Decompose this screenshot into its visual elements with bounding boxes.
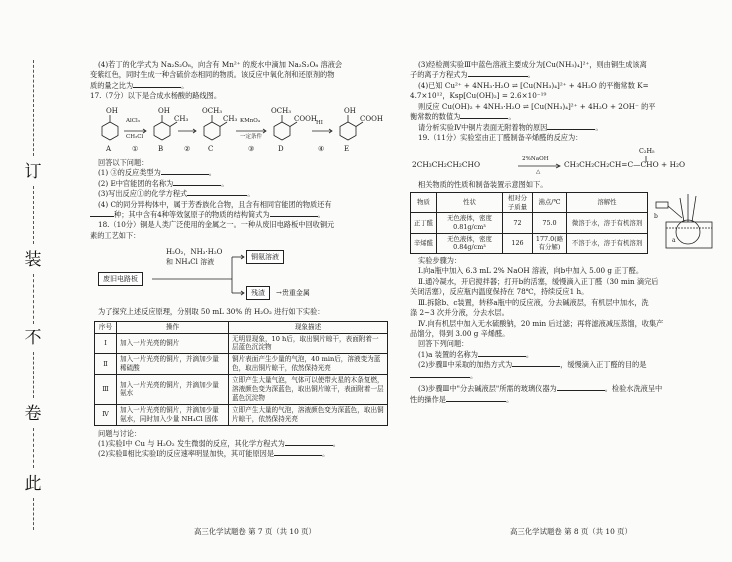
- recovery-flowchart: [90, 243, 398, 305]
- flow-box-copper-ammonia: 铜氨溶液: [246, 250, 284, 264]
- question-2: (2)步骤Ⅱ中采取的加热方式为: [418, 360, 513, 370]
- header-cell: 性状: [437, 192, 503, 212]
- apparatus-diagram: [652, 192, 716, 254]
- cell-op: 加入一片光亮的铜片，并滴加少量氨水: [117, 375, 229, 405]
- cell-no: Ⅲ: [95, 375, 117, 405]
- benzene-ring-e: [340, 122, 356, 140]
- group-label: OH: [344, 106, 356, 115]
- group-label: COOH: [294, 114, 317, 123]
- synthesis-route: [90, 104, 398, 156]
- header-cell: 现象描述: [229, 321, 388, 333]
- cell-phenomenon: 无明显现象，10 h后，取出铜片晾干，表面附着一层蓝色沉淀物: [229, 333, 388, 354]
- header-cell: 物质: [411, 192, 437, 212]
- answer-blank[interactable]: [512, 360, 560, 367]
- q18-5: 请分析实验Ⅳ中铜片表面无附着物的原因: [418, 122, 548, 132]
- q18-3: 子的离子方程式为: [410, 70, 468, 80]
- step-mark: ②: [184, 144, 191, 153]
- flow-output: →贵重金属: [276, 289, 310, 298]
- q18-3: (3)经检测实验Ⅲ中蓝色溶液主要成分为[Cu(NH₃)₄]²⁺，则由铜生成该离: [418, 60, 647, 69]
- three-neck-flask-a: [676, 220, 700, 244]
- binding-dash: [33, 352, 34, 398]
- binding-char: 卷: [24, 404, 42, 424]
- question-3: (3)步骤Ⅲ中"分去碱液层"所需的玻璃仪器为: [418, 384, 557, 394]
- property-table: [410, 192, 648, 254]
- page-7-column: (4)若丁的化学式为 Na₂S₂O₈，向含有 Mn²⁺ 的废水中滴加 Na₂S₂O₈ 溶液会 变紫红色，同时生成一种含硫价态相同的物质。该反应中氧化剂和还原剂的物 质的量之比为 。 17.（7分）以下是合成水杨酸的路线图。 OH OH CH₃ OCH₃ CH₃ OCH₃ COOH OH COOH AlCl₃ CH₃Cl KMnO₄ 一定条件 HI A ① B ② C ③ D ④ E 回答以下问题： (1) ③的反应类型为 。 (2) E中官能团的名称为 。 (3)写出反应①的化学方程式 。 (4) C的同分异构体中，属于芳香族化合物，且含有相同官能团的物质还有 种；其中含有4种等效氢原子的物质的结构简式为 。 18.（10分）铜是人类广泛使用的金属之一。一种从废旧电路板中回收铜元 素的工艺如下： H₂O₂，NH₃·H₂O 和 NH₄Cl 溶液 废旧电路板 铜氨溶液 残渣 →贵重金属 为了探究上述反应原理，分别取 50 mL 30% 的 H₂O₂ 进行如下实验： 序号 操作 现象描述 Ⅰ 加入一片光亮的铜片 无明显现象，10 h后，取出铜片晾干，表面附着一层蓝色沉淀物 Ⅱ 加入一片光亮的铜片，并滴加少量稀硫酸 铜片表面产生少量的气泡，40 min后，溶液变为蓝色，取出铜片晾干，依然保持光亮 Ⅲ 加入一片光亮的铜片，并滴加少量氨水 立即产生大量气泡，气体可以使带火星的木条复燃，溶液颜色变为深蓝色，取出铜片晾干，表面附着一层蓝色沉淀物 Ⅳ 加入一片光亮的铜片，并滴加少量氨水，同时加入少量 NH₄Cl 固体 立即产生大量的气泡，溶液颜色变为深蓝色，取出铜片晾干，依然保持光亮 问题与讨论： (1)实验Ⅰ中 Cu 与 H₂O₂ 发生微弱的反应，其化学方程式为 。 (2)实验Ⅱ相比实验Ⅰ的反应速率明显加快，其可能原因是 。: [90, 60, 398, 460]
- cell-state: 无色液体，密度 0.81g/cm³: [437, 213, 503, 233]
- question-3: 。检验水洗液呈中: [604, 384, 663, 394]
- flow-box-residue: 残渣: [246, 286, 270, 300]
- eq-substituent: C₂H₅: [639, 146, 655, 155]
- reagent-label: HI: [316, 119, 323, 126]
- cell-mw: 126: [503, 233, 533, 253]
- question-3: 性的操作是: [410, 394, 446, 404]
- header-cell: 序号: [95, 321, 117, 333]
- binding-margin: [14, 60, 54, 530]
- q18-4: (4)已知 Cu²⁺ + 4NH₃·H₂O ⇌ [Cu(NH₃)₄]²⁺ + 4H₂O 的平衡常数 K=: [418, 80, 649, 90]
- answer-blank[interactable]: [410, 371, 470, 378]
- answer-blank[interactable]: [547, 123, 595, 130]
- cell-no: Ⅳ: [95, 404, 117, 425]
- q18-text: 素的工艺如下：: [90, 230, 141, 240]
- group-label: OCH₃: [202, 106, 223, 115]
- page-8-column: (3)经检测实验Ⅲ中蓝色溶液主要成分为[Cu(NH₃)₄]²⁺，则由铜生成该离 子的离子方程式为 。 (4)已知 Cu²⁺ + 4NH₃·H₂O ⇌ [Cu(NH₃)₄]²⁺ + 4H₂O 的平衡常数 K= 4.7×10¹²，Ksp[Cu(OH)₂] = 2.6×10⁻¹⁹ 则反应 Cu(OH)₂ + 4NH₃·H₂O ⇌ [Cu(NH₃)₄]²⁺ + 4H₂O + 2OH⁻ 的平 衡常数的数值为 。 请分析实验Ⅳ中铜片表面无附着物的原因 。 19.（11分）实验室由正丁醛制备辛烯醛的反应为： 2CH₃CH₂CH₂CHO 2%NaOH △ CH₃CH₂CH₂CH=C—CHO + H₂O C₂H₅ 相关物质的性质和制备装置示意图如下。 物质 性状 相对分子质量 沸点/℃ 溶解性 正丁醛 无色液体，密度 0.81g/cm³ 72 75.0 微溶于水，溶于有机溶剂 辛烯醛 无色液体，密度 0.84g/cm³ 126 177.0(略有分解) 不溶于水，溶于有机溶剂 b a 实验步骤为： Ⅰ.向a瓶中加入 6.3 mL 2% NaOH 溶液，向b中加入 5.00 g 正丁醛。 Ⅱ.通冷凝水，开启搅拌器；打开b的活塞，缓慢滴入正丁醛（30 min 滴完后 关闭活塞），反应瓶内温度保持在 78℃，持续反应1 h。 Ⅲ.拆除b、c装置，转移a瓶中的反应液，分去碱液层，有机层中加水，洗 涤 2~3 次并分液，分去水层。 Ⅳ.向有机层中加入无水硫酸钠，20 min 后过滤；再将滤液减压蒸馏，收集产 品馏分，得到 3.00 g 辛烯醛。 回答下列问题： (1)a 装置的名称为 。 (2)步骤Ⅱ中采取的加热方式为 ，缓慢滴入正丁醛的目的是 。 (3)步骤Ⅲ中"分去碱液层"所需的玻璃仪器为 。检验水洗液呈中 性的操作是 。: [410, 60, 716, 405]
- eq-condition: 2%NaOH: [522, 155, 549, 162]
- step-1: Ⅰ.向a瓶中加入 6.3 mL 2% NaOH 溶液，向b中加入 5.00 g 正丁醛。: [418, 266, 644, 276]
- cell-phenomenon: 立即产生大量的气泡，溶液颜色变为深蓝色，取出铜片晾干，依然保持光亮: [229, 404, 388, 425]
- cell-state: 无色液体，密度 0.84g/cm³: [437, 233, 503, 253]
- eq-product: CH₃CH₂CH₂CH=C—CHO + H₂O: [564, 159, 686, 169]
- question-1: (1)a 装置的名称为: [418, 349, 478, 359]
- step-mark: ③: [248, 144, 255, 153]
- cell-phenomenon: 铜片表面产生少量的气泡，40 min后，溶液变为蓝色，取出铜片晾干，依然保持光亮: [229, 354, 388, 375]
- table-row: [411, 233, 648, 253]
- q19-title: 19.（11分）实验室由正丁醛制备辛烯醛的反应为：: [418, 133, 583, 143]
- header-cell: 操作: [117, 321, 229, 333]
- eq-condition: △: [536, 168, 541, 175]
- answer-blank[interactable]: [468, 70, 528, 77]
- page-footer-7: 高三化学试题卷 第 7 页（共 10 页）: [194, 527, 316, 536]
- page-footer-8: 高三化学试题卷 第 8 页（共 10 页）: [510, 527, 632, 536]
- benzene-ring-a: [102, 122, 118, 140]
- cell-bp: 75.0: [533, 213, 567, 233]
- step-4: 品馏分，得到 3.00 g 辛烯醛。: [410, 329, 510, 338]
- cell-no: Ⅰ: [95, 333, 117, 354]
- binding-dash: [33, 60, 34, 156]
- binding-dash: [33, 428, 34, 468]
- answer-blank[interactable]: [90, 210, 114, 217]
- question-2: ，缓慢滴入正丁醛的目的是: [560, 360, 647, 370]
- apparatus-label: b: [654, 212, 658, 220]
- answer-blank[interactable]: [446, 395, 506, 402]
- answer-intro: 回答下列问题：: [418, 339, 469, 349]
- compound-label: E: [344, 144, 350, 153]
- cell-no: Ⅱ: [95, 354, 117, 375]
- eq-reactant: 2CH₃CH₂CH₂CHO: [412, 159, 481, 169]
- group-label: OCH₃: [271, 106, 292, 115]
- binding-dash: [33, 498, 34, 530]
- answer-blank[interactable]: [460, 112, 508, 119]
- answer-blank[interactable]: [161, 168, 209, 175]
- step-mark: ④: [318, 144, 325, 153]
- table-row: [95, 354, 388, 375]
- answer-blank[interactable]: [187, 189, 247, 196]
- cell-solubility: 不溶于水，溶于有机溶剂: [567, 233, 648, 253]
- flow-reagent: H₂O₂，NH₃·H₂O: [166, 248, 223, 257]
- cell-substance: 辛烯醛: [411, 233, 437, 253]
- q18-exp-intro: 为了探究上述反应原理，分别取 50 mL 30% 的 H₂O₂ 进行如下实验：: [98, 307, 325, 317]
- q17-title: 17.（7分）以下是合成水杨酸的路线图。: [90, 91, 222, 101]
- q16-4-text: (4)若丁的化学式为 Na₂S₂O₈，向含有 Mn²⁺ 的废水中滴加 Na₂S₂O₈ 溶液会: [98, 60, 343, 69]
- benzene-ring-c: [204, 122, 220, 140]
- table-header-row: [411, 192, 648, 212]
- answer-blank[interactable]: [173, 179, 221, 186]
- step-2: 关闭活塞），反应瓶内温度保持在 78℃，持续反应1 h。: [410, 287, 589, 297]
- experiment-table: [94, 321, 388, 426]
- cell-mw: 72: [503, 213, 533, 233]
- q17-2: (2) E中官能团的名称为: [98, 178, 174, 188]
- answer-blank[interactable]: [557, 384, 605, 391]
- answer-blank[interactable]: [285, 439, 333, 446]
- cell-phenomenon: 立即产生大量气泡，气体可以使带火星的木条复燃，溶液颜色变为深蓝色，取出铜片晾干，表面附着一层蓝色沉淀物: [229, 375, 388, 405]
- reaction-equation: [410, 148, 716, 178]
- q17-3: (3)写出反应①的化学方程式: [98, 189, 188, 199]
- reagent-label: 一定条件: [240, 133, 263, 140]
- compound-label: D: [278, 144, 284, 153]
- table-row: [95, 375, 388, 405]
- q17-1: (1) ③的反应类型为: [98, 168, 161, 178]
- apparatus-label: a: [672, 236, 676, 244]
- q16-4-text: 变紫红色，同时生成一种含硫价态相同的物质。该反应中氧化剂和还原剂的物: [90, 70, 335, 80]
- cell-op: 加入一片光亮的铜片，并滴加少量稀硫酸: [117, 354, 229, 375]
- table-row: [411, 213, 648, 233]
- answer-blank[interactable]: [133, 81, 181, 88]
- property-intro: 相关物质的性质和制备装置示意图如下。: [418, 179, 548, 189]
- cell-bp: 177.0(略有分解): [533, 233, 567, 253]
- benzene-ring-d: [274, 122, 290, 140]
- table-header-row: [95, 321, 388, 333]
- cell-op: 加入一片光亮的铜片，并滴加少量氨水，同时加入少量 NH₄Cl 固体: [117, 404, 229, 425]
- group-label: CH₃: [174, 114, 189, 123]
- table-row: [95, 333, 388, 354]
- cell-solubility: 微溶于水，溶于有机溶剂: [567, 213, 648, 233]
- binding-char: 装: [24, 250, 42, 270]
- discussion-2: (2)实验Ⅱ相比实验Ⅰ的反应速率明显加快，其可能原因是: [98, 449, 275, 459]
- steps-title: 实验步骤为：: [418, 255, 462, 265]
- discussion-title: 问题与讨论：: [98, 428, 142, 438]
- flow-input-box: 废旧电路板: [98, 272, 143, 286]
- step-3: Ⅲ.拆除b、c装置，转移a瓶中的反应液，分去碱液层，有机层中加水，洗: [418, 297, 649, 307]
- binding-char: 不: [24, 328, 42, 348]
- step-4: Ⅳ.向有机层中加入无水硫酸钠，20 min 后过滤；再将滤液减压蒸馏，收集产: [418, 318, 664, 328]
- reagent-label: AlCl₃: [126, 117, 140, 124]
- table-row: [95, 404, 388, 425]
- q18-text: 18.（10分）铜是人类广泛使用的金属之一。一种从废旧电路板中回收铜元: [98, 220, 335, 230]
- dropping-funnel-b: [656, 202, 668, 208]
- reagent-label: CH₃Cl: [126, 133, 144, 140]
- property-section: [410, 192, 716, 254]
- group-label: OH: [106, 106, 118, 115]
- header-cell: 溶解性: [567, 192, 648, 212]
- reagent-label: KMnO₄: [240, 117, 260, 124]
- benzene-ring-b: [154, 122, 170, 140]
- flow-reagent: 和 NH₄Cl 溶液: [166, 258, 215, 267]
- compound-label: A: [106, 144, 112, 153]
- compound-label: C: [208, 144, 214, 153]
- answer-blank[interactable]: [274, 449, 322, 456]
- q17-intro: 回答以下问题：: [98, 157, 149, 167]
- answer-blank[interactable]: [270, 210, 318, 217]
- q18-4: 4.7×10¹²，Ksp[Cu(OH)₂] = 2.6×10⁻¹⁹: [410, 91, 547, 101]
- step-3: 涤 2~3 次并分液，分去水层。: [410, 308, 509, 318]
- group-label: OH: [158, 106, 170, 115]
- q17-4: (4) C的同分异构体中，属于芳香族化合物，且含有相同官能团的物质还有: [98, 199, 332, 209]
- cell-op: 加入一片光亮的铜片: [117, 333, 229, 354]
- discussion-1: (1)实验Ⅰ中 Cu 与 H₂O₂ 发生微弱的反应，其化学方程式为: [98, 439, 285, 449]
- compound-label: B: [158, 144, 164, 153]
- q18-4: 则反应 Cu(OH)₂ + 4NH₃·H₂O ⇌ [Cu(NH₃)₄]²⁺ + 4H₂O + 2OH⁻ 的平: [418, 101, 656, 111]
- binding-char: 订: [24, 162, 42, 182]
- binding-char: 此: [24, 474, 42, 494]
- cell-substance: 正丁醛: [411, 213, 437, 233]
- header-cell: 相对分子质量: [503, 192, 533, 212]
- header-cell: 沸点/℃: [533, 192, 567, 212]
- q16-4-text: 质的量之比为: [90, 80, 134, 90]
- group-label: COOH: [360, 114, 383, 123]
- group-label: CH₃: [223, 114, 238, 123]
- step-mark: ①: [132, 144, 139, 153]
- step-2: Ⅱ.通冷凝水，开启搅拌器；打开b的活塞，缓慢滴入正丁醛（30 min 滴完后: [418, 276, 659, 286]
- q17-4: 种；其中含有4种等效氢原子的物质的结构简式为: [114, 209, 270, 219]
- binding-dash: [33, 274, 34, 324]
- answer-blank[interactable]: [478, 350, 526, 357]
- q18-4: 衡常数的数值为: [410, 112, 461, 122]
- binding-dash: [33, 186, 34, 244]
